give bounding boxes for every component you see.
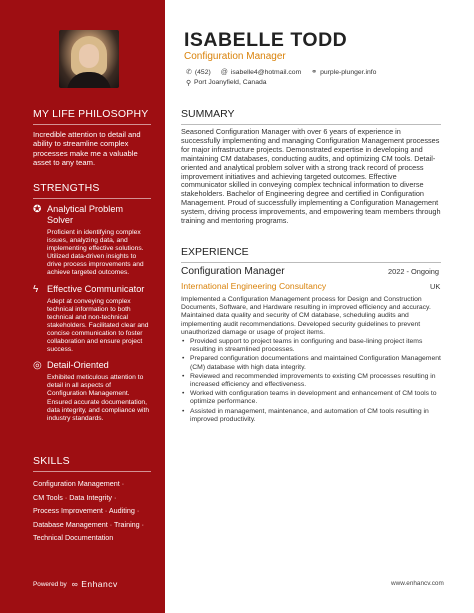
- skill-line: Configuration Management ·: [33, 479, 125, 488]
- website-text[interactable]: purple-plunger.info: [320, 68, 377, 76]
- website[interactable]: [311, 68, 376, 76]
- target-icon: ◎: [33, 360, 42, 372]
- enhancv-logo[interactable]: [72, 579, 118, 589]
- skills-list: [33, 477, 151, 545]
- summary-title: SUMMARY: [181, 108, 441, 125]
- email[interactable]: [221, 68, 301, 76]
- lightning-icon: ϟ: [33, 283, 39, 295]
- philosophy-title: MY LIFE PHILOSOPHY: [33, 108, 151, 125]
- phone-icon: ✆: [186, 69, 192, 76]
- skills-title: SKILLS: [33, 455, 151, 472]
- infinity-icon: ∞: [71, 579, 79, 589]
- contact-info: [186, 68, 376, 76]
- skill-line: Process Improvement · Auditing ·: [33, 506, 140, 516]
- philosophy-text: Incredible attention to detail and ability to streamline complex processes make me a valuable asset to any team.: [33, 130, 141, 168]
- list-item: • Worked with configuration teams in development and enhancement of CM tools to optimize performance.: [181, 390, 441, 406]
- job-bullets: [181, 338, 441, 425]
- candidate-name: ISABELLE TODD: [184, 29, 348, 51]
- list-item: • Assisted in management, maintenance, and automation of CM tools resulting in improved productivity.: [181, 408, 441, 424]
- location: [186, 79, 267, 87]
- philosophy-section: [33, 108, 151, 168]
- job-company: International Engineering Consultancy: [181, 281, 327, 291]
- strength-item: [33, 284, 151, 355]
- strength-desc: Proficient in identifying complex issues, analyzing data, and implementing effective solutions. Utilized data-driven insights to drive process improvements and achieve targeted outcomes.: [47, 229, 144, 277]
- strength-desc: Exhibited meticulous attention to detail in all aspects of Configuration Management. Ensured accurate documentation, data integrity, and compliance with industry standards.: [47, 374, 150, 422]
- skill-line: Technical Documentation: [33, 533, 114, 543]
- map-pin-icon: ⚲: [186, 80, 191, 87]
- skills-section: [33, 455, 151, 545]
- list-item: • Reviewed and recommended improvements to existing CM processes resulting in increased efficiency and effectiveness.: [181, 373, 441, 389]
- summary-text: Seasoned Configuration Manager with over 6 years of experience in successfully implementing and managing Configuration Management processes for major infrastructure projects. Demonstrated expertise in developing and maintaining CM databases, conducting audits, and optimizing CM tools. Detail-oriented and analytical problem solver with a strong track record of process improvement initiatives and achieving targeted outcomes. Effective communicator skilled in conveying complex technical information to diverse stakeholders. Bachelor of Engineering degree and certified in Configuration Management. Proud of successfully implementing a Configuration Management system, driving process improvements, and empowering team members through training and mentoring programs.: [181, 127, 441, 226]
- link-icon: ⚭: [311, 69, 318, 76]
- strength-name: Analytical Problem Solver: [47, 204, 124, 225]
- phone-text: (452): [194, 68, 211, 76]
- experience-title: EXPERIENCE: [181, 246, 441, 263]
- skill-line: CM Tools · Data Integrity ·: [33, 492, 117, 502]
- powered-by: [33, 579, 118, 589]
- job-title: Configuration Manager: [181, 266, 285, 277]
- email-text[interactable]: isabelle4@hotmail.com: [230, 68, 302, 76]
- at-sign-icon: @: [220, 68, 228, 76]
- job-location: UK: [430, 282, 441, 291]
- location-text: Port Joanyfield, Canada: [193, 79, 267, 86]
- job-dates: 2022 - Ongoing: [388, 267, 439, 276]
- candidate-role: Configuration Manager: [184, 51, 286, 62]
- strength-desc: Adept at conveying complex technical information to both technical and non-technical stakeholders. Facilitated clear and concise communication to foster collaboration and ensure project success.: [47, 297, 149, 354]
- brand-name: Enhancv: [81, 579, 118, 589]
- strengths-section: [33, 182, 151, 429]
- strength-name: Effective Communicator: [47, 283, 145, 294]
- strengths-title: STRENGTHS: [33, 182, 151, 199]
- strength-item: [33, 360, 151, 423]
- footer-url[interactable]: www.enhancv.com: [391, 580, 444, 587]
- sidebar: [0, 0, 165, 613]
- job-description: Implemented a Configuration Management process for Design and Construction Documents, Software, and Hardware resulting in improved efficiency and accuracy. Maintained data quality and security of CM database, scheduling audits and implementing audit recommendations. Developed security guidelines to prevent unauthorized damage or usage of project items.: [181, 296, 431, 336]
- skill-line: Database Management · Training ·: [33, 519, 145, 529]
- strength-item: [33, 204, 151, 278]
- phone: [186, 68, 211, 76]
- list-item: • Prepared configuration documentations and maintained Configuration Management (CM) database with high data integrity.: [181, 355, 441, 371]
- strength-name: Detail-Oriented: [47, 360, 109, 371]
- medal-icon: ✪: [33, 204, 42, 215]
- profile-photo: [59, 30, 119, 88]
- list-item: • Provided support to project teams in configuring and base-lining project items resulting in streamlined processes.: [181, 338, 441, 354]
- powered-by-label: Powered by: [33, 580, 67, 588]
